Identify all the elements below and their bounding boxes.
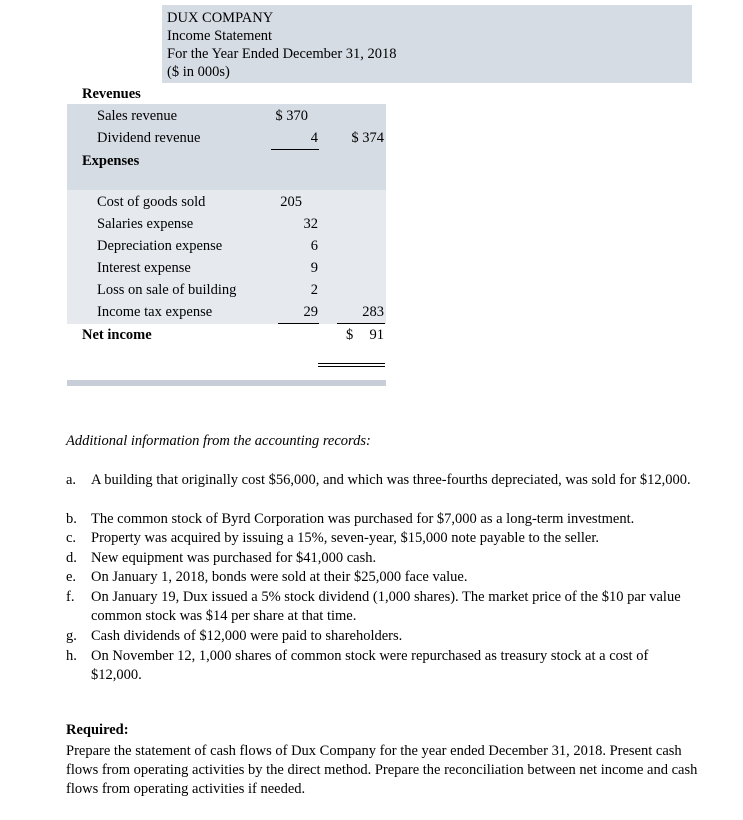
expense-label-interest: Interest expense (97, 260, 191, 276)
list-marker: f. (66, 589, 75, 605)
expense-label-cogs: Cost of goods sold (97, 194, 206, 210)
list-item (66, 529, 696, 548)
required-heading: Required: (66, 722, 129, 738)
list-marker: g. (66, 628, 77, 644)
revenue-total: $ 374 (351, 130, 384, 146)
expense-total: 283 (362, 304, 384, 320)
list-text: A building that originally cost $56,000, and which was three-fourths depreciated, was sold for $12,000. (91, 472, 691, 488)
list-marker: c. (66, 530, 77, 546)
net-income-label: Net income (82, 327, 152, 343)
list-item (66, 588, 696, 626)
statement-bottom-bar (67, 380, 386, 386)
list-item (66, 510, 696, 529)
list-marker: e. (66, 569, 77, 585)
additional-info-heading: Additional information from the accounting records: (66, 433, 371, 449)
statement-period: For the Year Ended December 31, 2018 (167, 46, 397, 62)
expense-subtotal-rule (278, 323, 319, 324)
list-marker: a. (66, 472, 77, 488)
expense-total-rule (337, 323, 385, 324)
statement-header (162, 5, 692, 83)
expense-label-loss-building: Loss on sale of building (97, 282, 237, 298)
list-marker: h. (66, 648, 77, 664)
expense-amount-salaries: 32 (303, 216, 318, 232)
list-text: New equipment was purchased for $41,000 cash. (91, 550, 377, 566)
statement-units: ($ in 000s) (167, 64, 230, 80)
list-item (66, 627, 696, 646)
list-item (66, 549, 696, 568)
expense-amount-interest: 9 (310, 260, 318, 276)
list-text: On November 12, 1,000 shares of common stock were repurchased as treasury stock at a cost of $12,000. (91, 648, 649, 683)
list-text: Cash dividends of $12,000 were paid to shareholders. (91, 628, 403, 644)
expenses-heading: Expenses (82, 153, 140, 169)
expense-label-depreciation: Depreciation expense (97, 238, 223, 254)
list-text: On January 19, Dux issued a 5% stock dividend (1,000 shares). The market price of the $10 par value common stock was $14 per share at that time. (91, 589, 681, 624)
expense-amount-income-tax: 29 (303, 304, 318, 320)
company-name: DUX COMPANY (167, 10, 274, 26)
expense-label-income-tax: Income tax expense (97, 304, 213, 320)
list-marker: b. (66, 511, 77, 527)
required-text: Prepare the statement of cash flows of Dux Company for the year ended December 31, 2018. Present cash flows from operating activities by the direct method. Prepare the reconciliation between net income and cash flows from operating activities if needed. (66, 743, 698, 797)
list-text: On January 1, 2018, bonds were sold at their $25,000 face value. (91, 569, 468, 585)
net-income-amount: 91 (369, 327, 384, 343)
revenues-heading: Revenues (82, 86, 141, 102)
net-income-double-rule-top (318, 363, 385, 364)
expense-amount-depreciation: 6 (310, 238, 318, 254)
statement-title: Income Statement (167, 28, 273, 44)
revenue-subtotal-rule (271, 149, 319, 150)
revenue-label-sales: Sales revenue (97, 108, 178, 124)
expense-amount-loss-building: 2 (310, 282, 318, 298)
revenue-amount-dividend: 4 (310, 130, 318, 146)
revenue-amount-sales: $ 370 (275, 108, 308, 124)
expense-amount-cogs: 205 (280, 194, 302, 210)
net-income-double-rule-bottom (318, 366, 385, 367)
expense-label-salaries: Salaries expense (97, 216, 194, 232)
net-income-dollar-sign: $ (346, 327, 354, 343)
list-text: The common stock of Byrd Corporation was purchased for $7,000 as a long-term investment. (91, 511, 635, 527)
revenue-label-dividend: Dividend revenue (97, 130, 201, 146)
list-text: Property was acquired by issuing a 15%, seven-year, $15,000 note payable to the seller. (91, 530, 599, 546)
list-item (66, 647, 696, 685)
list-marker: d. (66, 550, 77, 566)
list-item (66, 568, 696, 587)
list-item (66, 471, 696, 509)
